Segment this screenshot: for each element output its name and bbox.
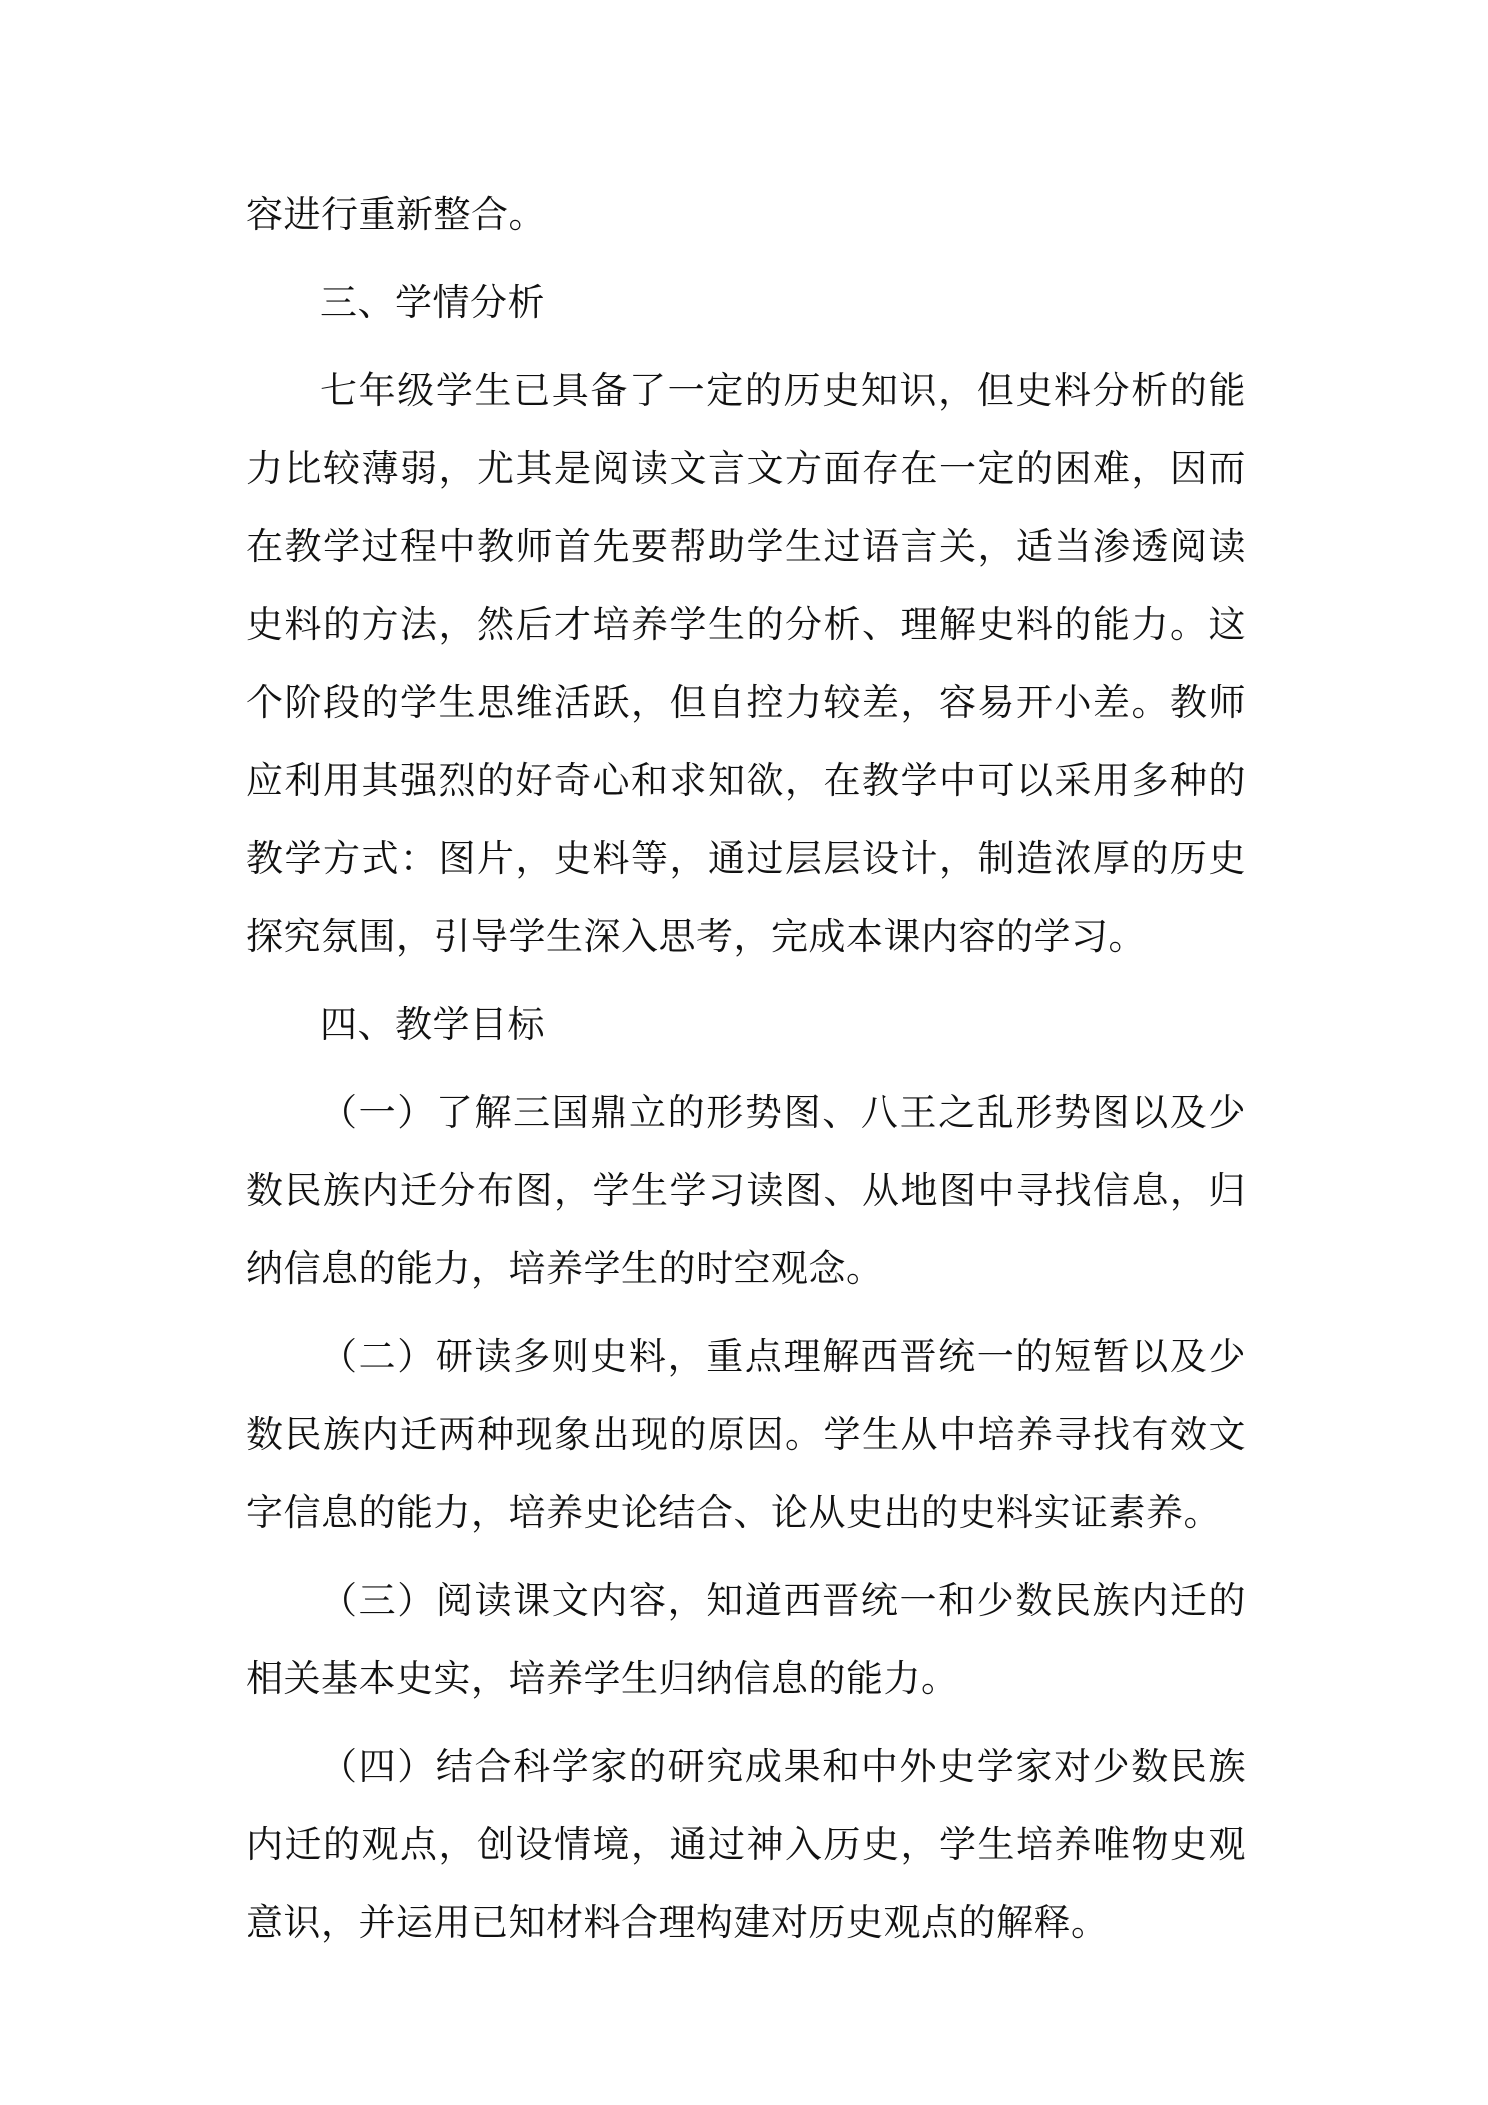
paragraph-goal-3: （三）阅读课文内容，知道西晋统一和少数民族内迁的相关基本史实，培养学生归纳信息的能力。	[246, 1579, 1246, 1700]
paragraph-goal-4: （四）结合科学家的研究成果和中外史学家对少数民族内迁的观点，创设情境，通过神入历史，学生培养唯物史观意识，并运用已知材料合理构建对历史观点的解释。	[246, 1745, 1246, 1944]
document-body	[246, 176, 1246, 1962]
paragraph-learning-analysis: 七年级学生已具备了一定的历史知识，但史料分析的能力比较薄弱，尤其是阅读文言文方面存在一定的困难，因而在教学过程中教师首先要帮助学生过语言关，适当渗透阅读史料的方法，然后才培养学生的分析、理解史料的能力。这个阶段的学生思维活跃，但自控力较差，容易开小差。教师应利用其强烈的好奇心和求知欲，在教学中可以采用多种的教学方式：图片，史料等，通过层层设计，制造浓厚的历史探究氛围，引导学生深入思考，完成本课内容的学习。	[246, 369, 1246, 958]
section-heading-teaching-goals: 四、教学目标	[320, 1003, 545, 1046]
section-heading-learning-analysis: 三、学情分析	[320, 281, 545, 324]
paragraph-goal-1: （一）了解三国鼎立的形势图、八王之乱形势图以及少数民族内迁分布图，学生学习读图、从地图中寻找信息，归纳信息的能力，培养学生的时空观念。	[246, 1091, 1246, 1290]
paragraph-goal-2: （二）研读多则史料，重点理解西晋统一的短暂以及少数民族内迁两种现象出现的原因。学生从中培养寻找有效文字信息的能力，培养史论结合、论从史出的史料实证素养。	[246, 1335, 1246, 1534]
paragraph-continuation: 容进行重新整合。	[246, 193, 546, 236]
